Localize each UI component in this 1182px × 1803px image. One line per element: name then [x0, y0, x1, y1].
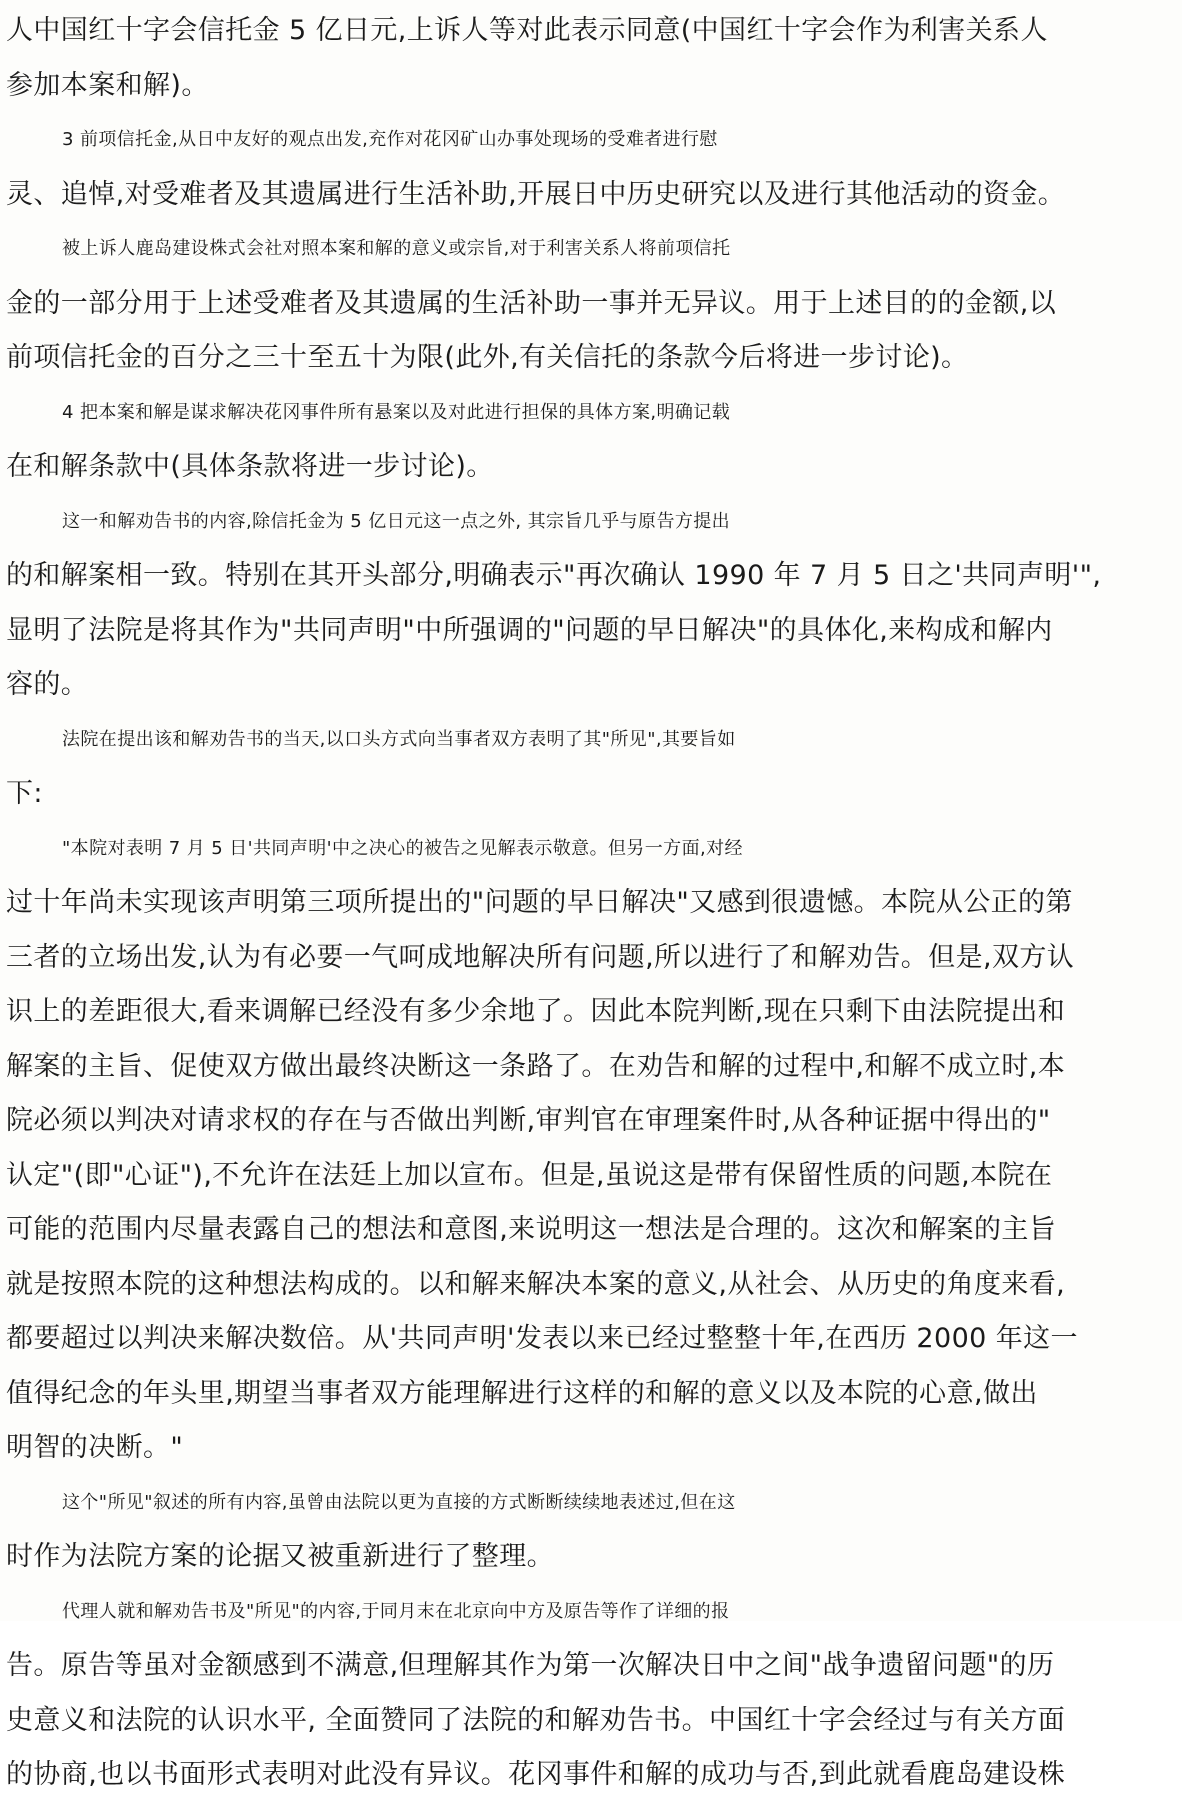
text-line: 人中国红十字会信托金 5 亿日元,上诉人等对此表示同意(中国红十字会作为利害关系人	[6, 15, 1048, 46]
text-line: 下:	[6, 778, 43, 809]
text-line: 金的一部分用于上述受难者及其遗属的生活补助一事并无异议。用于上述目的的金额,以	[6, 287, 1057, 319]
text-line: 代理人就和解劝告书及"所见"的内容,于同月末在北京向中方及原告等作了详细的报	[62, 1600, 730, 1622]
text-line: 法院在提出该和解劝告书的当天,以口头方式向当事者双方表明了其"所见",其要旨如	[62, 728, 736, 750]
text-line: "本院对表明 7 月 5 日'共同声明'中之决心的被告之见解表示敬意。但另一方面,对经	[62, 837, 743, 859]
text-line: 三者的立场出发,认为有必要一气呵成地解决所有问题,所以进行了和解劝告。但是,双方认	[6, 941, 1075, 973]
text-line: 的协商,也以书面形式表明对此没有异议。花冈事件和解的成功与否,到此就看鹿岛建设株	[6, 1759, 1066, 1790]
text-line: 显明了法院是将其作为"共同声明"中所强调的"问题的早日解决"的具体化,来构成和解内	[6, 614, 1053, 646]
text-line: 被上诉人鹿岛建设株式会社对照本案和解的意义或宗旨,对于利害关系人将前项信托	[62, 238, 731, 259]
text-line: 4 把本案和解是谋求解决花冈事件所有悬案以及对此进行担保的具体方案,明确记载	[62, 401, 731, 423]
text-line: 容的。	[6, 669, 89, 700]
text-line: 这一和解劝告书的内容,除信托金为 5 亿日元这一点之外, 其宗旨几乎与原告方提出	[62, 510, 731, 532]
text-line: 灵、追悼,对受难者及其遗属进行生活补助,开展日中历史研究以及进行其他活动的资金。	[6, 178, 1066, 210]
text-line: 识上的差距很大,看来调解已经没有多少余地了。因此本院判断,现在只剩下由法院提出和	[6, 996, 1066, 1027]
text-line: 院必须以判决对请求权的存在与否做出判断,审判官在审理案件时,从各种证据中得出的"	[6, 1105, 1051, 1136]
text-line: 就是按照本院的这种想法构成的。以和解来解决本案的意义,从社会、从历史的角度来看,	[6, 1268, 1066, 1300]
text-line: 值得纪念的年头里,期望当事者双方能理解进行这样的和解的意义以及本院的心意,做出	[6, 1377, 1038, 1409]
text-line: 前项信托金的百分之三十至五十为限(此外,有关信托的条款今后将进一步讨论)。	[6, 342, 969, 373]
text-line: 这个"所见"叙述的所有内容,虽曾由法院以更为直接的方式断断续续地表述过,但在这	[62, 1491, 736, 1513]
text-line: 解案的主旨、促使双方做出最终决断这一条路了。在劝告和解的过程中,和解不成立时,本	[6, 1050, 1066, 1082]
text-line: 史意义和法院的认识水平, 全面赞同了法院的和解劝告书。中国红十字会经过与有关方面	[6, 1704, 1066, 1736]
text-line: 在和解条款中(具体条款将进一步讨论)。	[6, 451, 494, 482]
text-line: 参加本案和解)。	[6, 69, 209, 101]
text-line: 过十年尚未实现该声明第三项所提出的"问题的早日解决"又感到很遗憾。本院从公正的第	[6, 887, 1073, 918]
text-line: 都要超过以判决来解决数倍。从'共同声明'发表以来已经过整整十年,在西历 2000 年这一	[6, 1323, 1078, 1354]
text-line: 的和解案相一致。特别在其开头部分,明确表示"再次确认 1990 年 7 月 5 日之'共同声明'",	[6, 560, 1102, 591]
text-line: 告。原告等虽对金额感到不满意,但理解其作为第一次解决日中之间"战争遗留问题"的历	[6, 1650, 1055, 1681]
text-line: 时作为法院方案的论据又被重新进行了整理。	[6, 1541, 554, 1572]
text-line: 可能的范围内尽量表露自己的想法和意图,来说明这一想法是合理的。这次和解案的主旨	[6, 1214, 1057, 1245]
text-line: 明智的决断。"	[6, 1432, 184, 1463]
text-line: 3 前项信托金,从日中友好的观点出发,充作对花冈矿山办事处现场的受难者进行慰	[62, 129, 718, 150]
document-body	[6, 4, 1152, 1803]
text-line: 认定"(即"心证"),不允许在法廷上加以宣布。但是,虽说这是带有保留性质的问题,本院在	[6, 1159, 1053, 1191]
